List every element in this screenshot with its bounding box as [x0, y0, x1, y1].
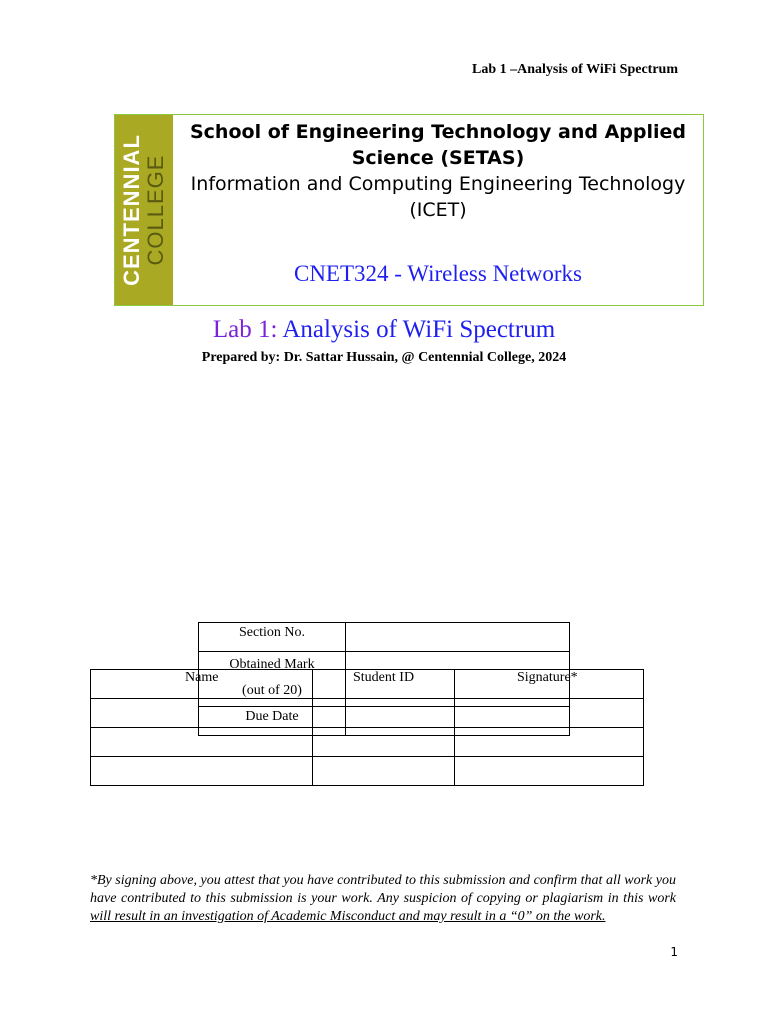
- lab-title: [0, 316, 768, 344]
- table-row: [199, 652, 570, 707]
- table-row: [91, 757, 644, 786]
- signature-cell[interactable]: [455, 757, 644, 786]
- name-cell[interactable]: [91, 757, 313, 786]
- disclaimer-text: *By signing above, you attest that you have contributed to this submission and confirm that all work you have contributed to this submission is your work. Any suspicion of copying or plagiarism in this work: [90, 873, 676, 906]
- mark-label: [199, 652, 346, 707]
- logo-wordmark: [121, 134, 167, 286]
- mark-label-text: Obtained Mark: [229, 657, 315, 672]
- due-date-label: Due Date: [199, 707, 346, 736]
- disclaimer-warning: will result in an investigation of Academic Misconduct and may result in a “0” on the work.: [90, 909, 606, 924]
- running-header: Lab 1 –Analysis of WiFi Spectrum: [471, 62, 678, 77]
- table-row: [199, 623, 570, 652]
- program-name: Information and Computing Engineering Technology (ICET): [190, 173, 686, 221]
- lab-number: Lab 1:: [212, 316, 278, 343]
- logo-main-text: CENTENNIAL: [119, 134, 144, 286]
- mark-note: (out of 20): [242, 683, 302, 698]
- title-box: [114, 114, 704, 306]
- school-name: School of Engineering Technology and Applied Science (SETAS): [189, 121, 687, 169]
- section-label: Section No.: [199, 623, 346, 652]
- college-logo: [115, 115, 173, 305]
- student-id-header: Student ID: [313, 670, 455, 699]
- prepared-by: Prepared by: Dr. Sattar Hussain, @ Centennial College, 2024: [201, 350, 567, 365]
- logo-sub-text: COLLEGE: [143, 154, 168, 266]
- disclaimer: [90, 872, 676, 926]
- table-row: [199, 707, 570, 736]
- mark-value[interactable]: [346, 652, 570, 707]
- name-header: Name: [91, 670, 313, 699]
- lab-name: Analysis of WiFi Spectrum: [282, 316, 556, 343]
- signature-header: Signature*: [455, 670, 644, 699]
- info-table: [198, 622, 570, 736]
- due-date-value[interactable]: [346, 707, 570, 736]
- page-number: 1: [670, 945, 678, 959]
- course-title: CNET324 - Wireless Networks: [293, 261, 583, 286]
- student-id-cell[interactable]: [313, 757, 455, 786]
- section-value[interactable]: [346, 623, 570, 652]
